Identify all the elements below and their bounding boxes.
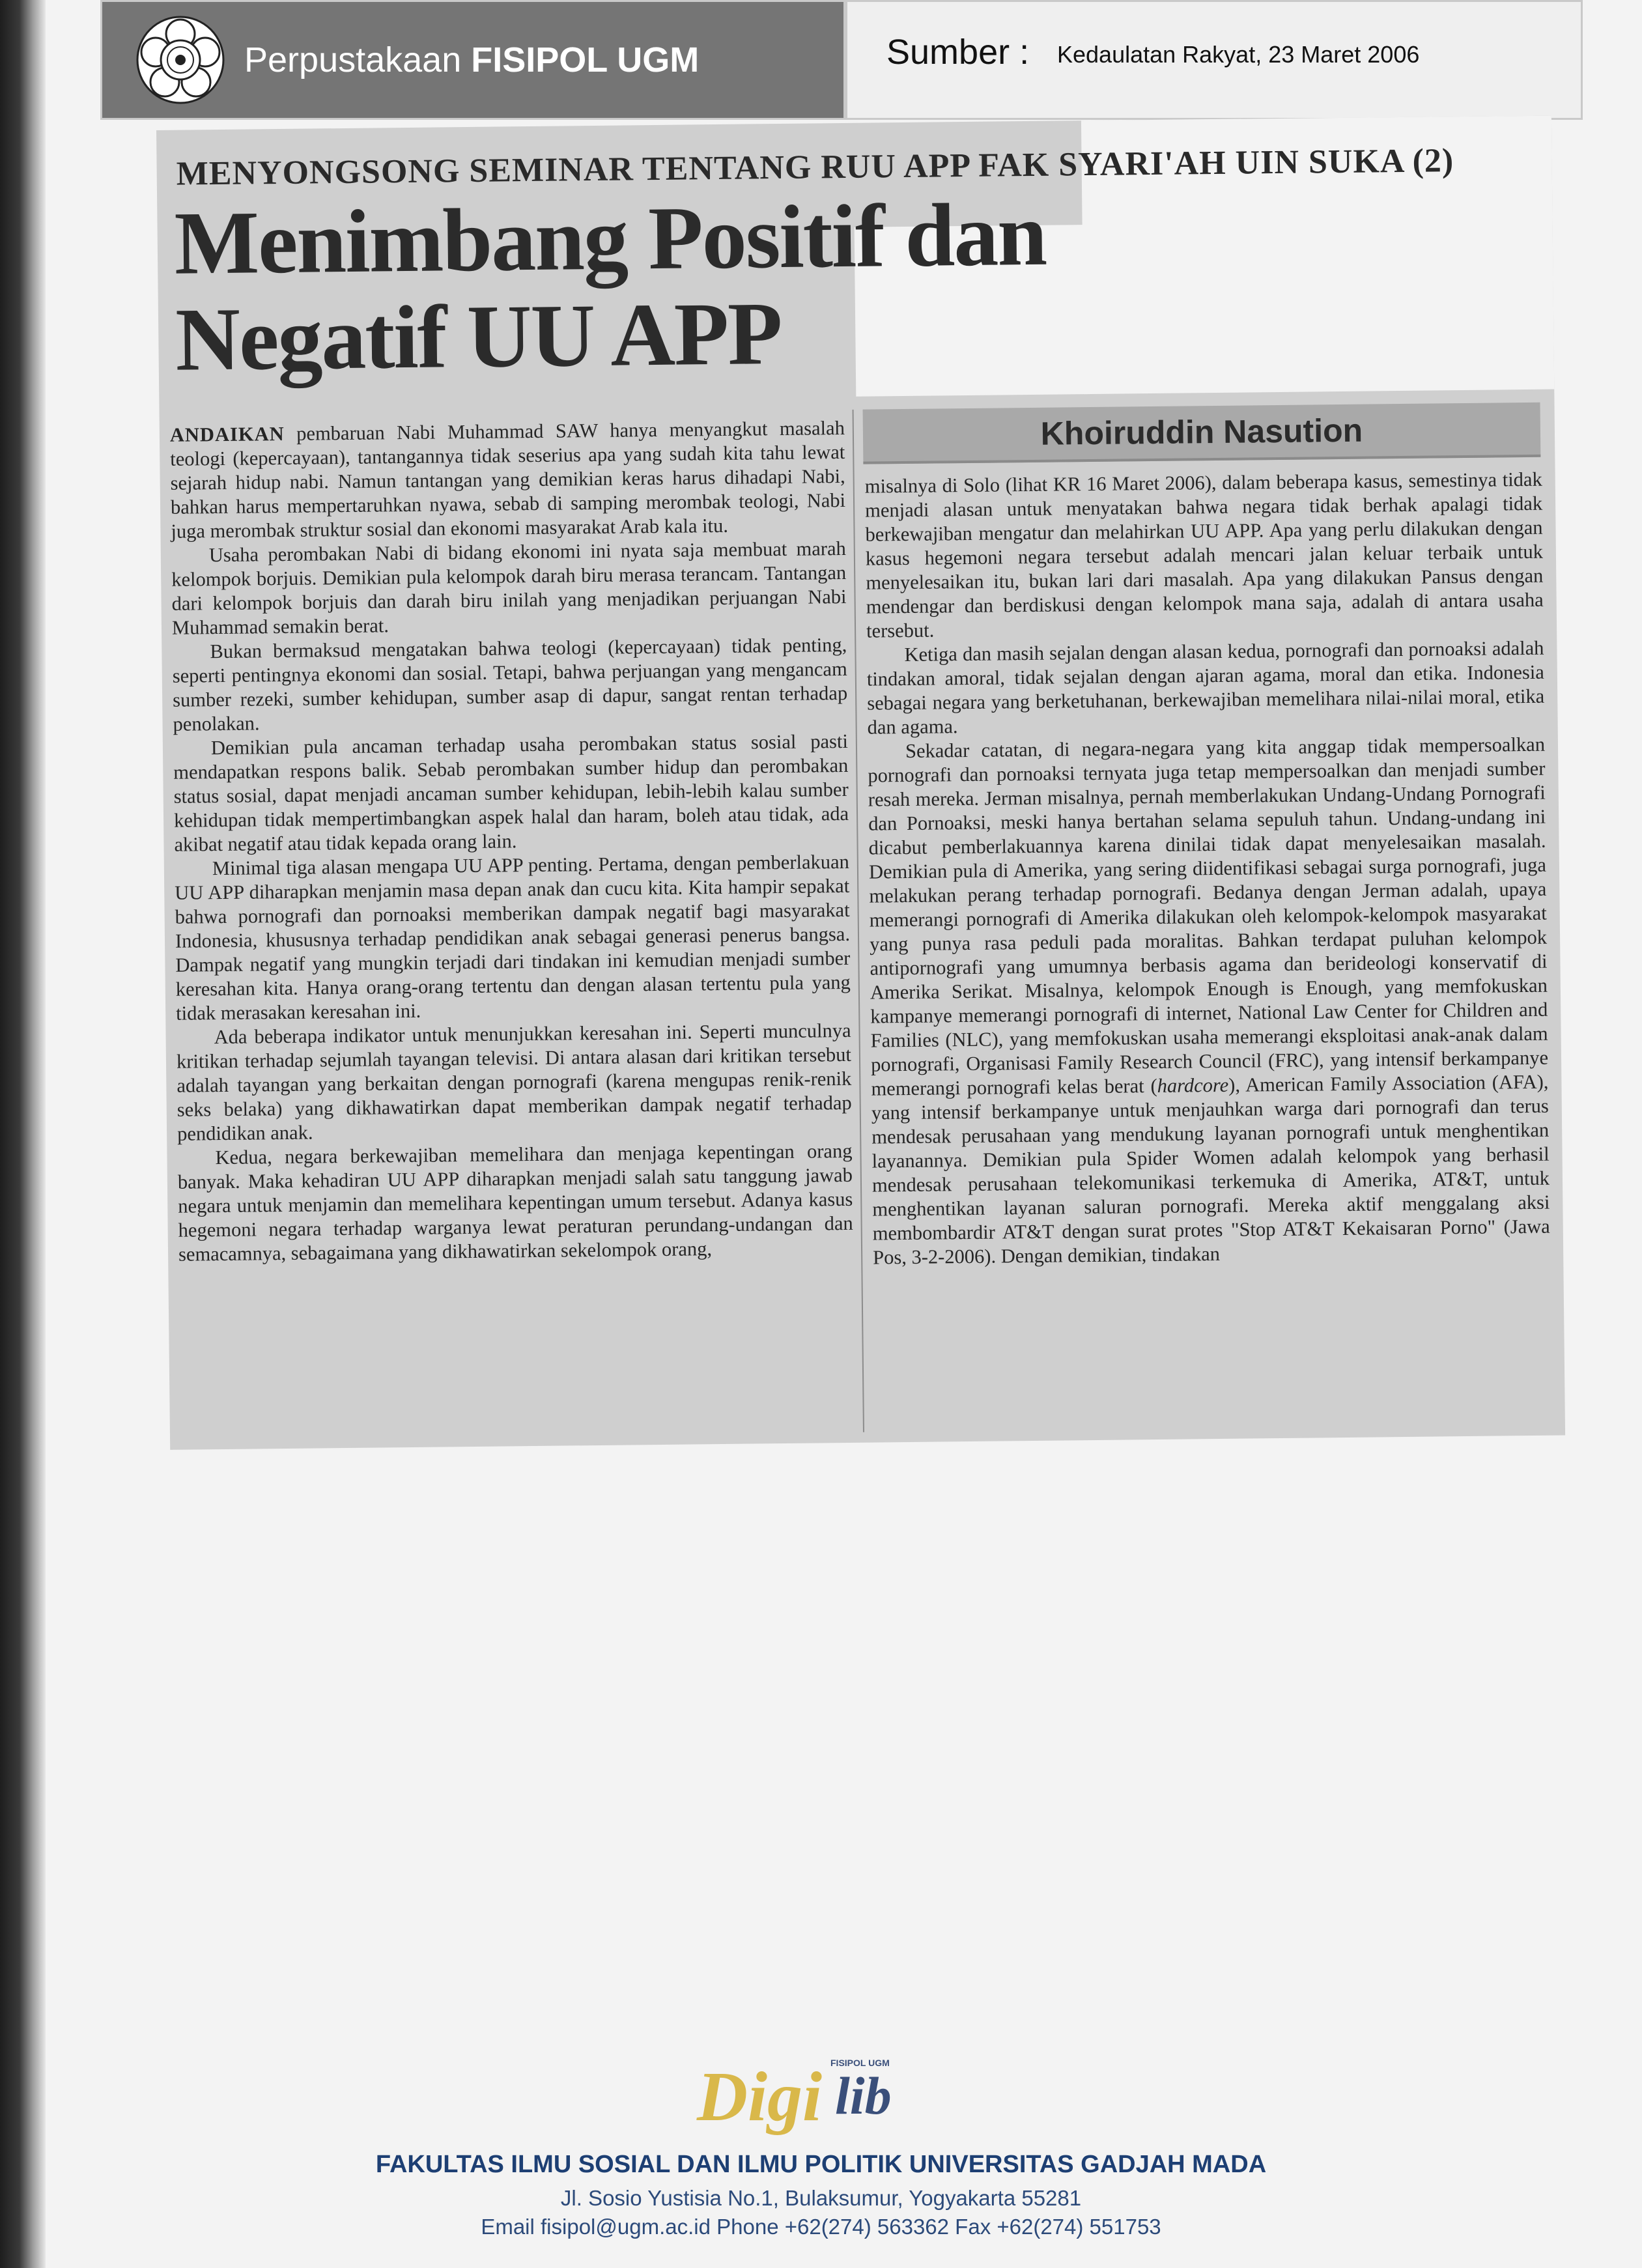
- institution-address: Jl. Sosio Yustisia No.1, Bulaksumur, Yogyakarta 55281: [560, 2186, 1082, 2210]
- paragraph: Ada beberapa indikator untuk menunjukkan keresahan ini. Seperti munculnya kritikan terhadap sejumlah tayangan televisi. Di antara alasan dari kritikan tersebut adalah tayangan yang berkaitan dengan pornografi (karena mengupas renik-renik seks belaka) yang dikhawatirkan dapat memberikan dampak negatif terhadap pendidikan anak.: [176, 1019, 852, 1145]
- paragraph: misalnya di Solo (lihat KR 16 Maret 2006), dalam beberapa kasus, semestinya tidak menjadi alasan untuk menyatakan bahwa negara tidak berhak apalagi tidak berkewajiban mengatur dan melahirkan UU APP. Apa yang perlu dilakukan dengan kasus hegemoni negara tersebut adalah mencari jalan keluar terbaik untuk menyelesaikan itu, bukan lari dari masalah. Apa yang dilakukan Pansus dengan mendengar dan berdiskusi dengan kelompok mana saja, adalah di antara usaha tersebut.: [864, 468, 1544, 642]
- source-label: Sumber :: [886, 33, 1030, 72]
- institution-contact: Email fisipol@ugm.ac.id Phone +62(274) 563362 Fax +62(274) 551753: [481, 2215, 1161, 2239]
- paragraph: Demikian pula ancaman terhadap usaha perombakan status sosial pasti mendapatkan respons balik. Sebab perombakan sumber hidup dan perombakan status sosial, dapat menjadi ancaman sumber kehidupan, lebih-lebih kalau sumber kehidupan tidak mempertimbangkan aspek halal dan haram, boleh atau tidak, ada akibat negatif atau tidak kepada orang lain.: [173, 730, 849, 856]
- source-box: [845, 0, 1583, 120]
- source-value: Kedaulatan Rakyat, 23 Maret 2006: [1057, 41, 1420, 68]
- headline-line-2: Negatif UU APP: [175, 283, 782, 390]
- library-name: Perpustakaan FISIPOL UGM: [244, 40, 700, 79]
- column-divider: [853, 410, 864, 1432]
- newspaper-clipping: [156, 116, 1565, 1450]
- logo-small-text: FISIPOL UGM: [830, 2058, 890, 2068]
- paragraph: Kedua, negara berkewajiban memelihara dan menjaga kepentingan orang banyak. Maka kehadiran UU APP diharapkan menjadi salah satu tanggung jawab negara untuk menjamin dan memelihara kepentingan umum tersebut. Adanya kasus hegemoni negara terhadap warganya lewat peraturan perundang-undangan dan semacamnya, sebagaimana yang dikhawatirkan sekelompok orang,: [177, 1139, 853, 1266]
- digilib-logo: [690, 2052, 938, 2136]
- paragraph: Bukan bermaksud mengatakan bahwa teologi (kepercayaan) tidak penting, seperti pentingnya ekonomi dan sosial. Tetapi, bahwa perjuangan yang mengancam sumber rezeki, sumber kehidupan, sumber asap di dapur, sangat rentan terhadap penolakan.: [172, 633, 848, 735]
- library-header: [100, 0, 845, 120]
- scan-edge-shadow: [0, 0, 46, 2268]
- article-column-1: [170, 416, 854, 1267]
- author-byline: Khoiruddin Nasution: [863, 403, 1541, 464]
- paragraph: Usaha perombakan Nabi di bidang ekonomi ini nyata saja membuat marah kelompok borjuis. Demikian pula kelompok darah biru merasa terancam. Tantangan dari kelompok borjuis dan darah biru inilah yang menjadikan perjuangan Nabi Muhammad semakin berat.: [171, 537, 847, 639]
- ugm-seal-icon: [135, 14, 226, 106]
- paragraph: Ketiga dan masih sejalan dengan alasan kedua, pornografi dan pornoaksi adalah tindakan amoral, tidak sejalan dengan ajaran agama, moral dan etika. Indonesia sebagai negara yang berketuhanan, berkewajiban memelihara nilai-nilai moral, etika dan agama.: [866, 636, 1545, 739]
- paragraph: Minimal tiga alasan mengapa UU APP penting. Pertama, dengan pemberlakuan UU APP diharapkan menjamin masa depan anak dan cucu kita. Kita hampir sepakat bahwa pornografi dan pornoaksi memberikan dampak negatif bagi masyarakat Indonesia, khususnya terhadap pendidikan anak sebagai generasi penerus bangsa. Dampak negatif yang mungkin terjadi dari tindakan ini kemudian menjadi sumber keresahan kita. Hanya orang-orang tertentu dan dengan alasan tertentu pula yang tidak merasakan keresahan ini.: [175, 850, 851, 1025]
- headline-line-1: Menimbang Positif dan: [174, 184, 1047, 293]
- logo-digi-text: Digi: [697, 2058, 823, 2136]
- article-column-2: [865, 468, 1551, 1270]
- institution-name: FAKULTAS ILMU SOSIAL DAN ILMU POLITIK UNIVERSITAS GADJAH MADA: [375, 2151, 1267, 2178]
- article-kicker: MENYONGSONG SEMINAR TENTANG RUU APP FAK SYARI'AH UIN SUKA (2): [176, 142, 1454, 193]
- article-headline: [174, 186, 1062, 388]
- paragraph: ANDAIKAN pembaruan Nabi Muhammad SAW hanya menyangkut masalah teologi (kepercayaan), tantangannya tidak seserius apa yang sudah kita tahu lewat sejarah hidup nabi. Namun tantangan yang demikian keras harus dihadapi Nabi, bahkan harus mempertaruhkan nyawa, sebab di samping merombak teologi, Nabi juga merombak struktur sosial dan ekonomi masyarakat Arab kala itu.: [169, 416, 846, 543]
- paragraph: Sekadar catatan, di negara-negara yang kita anggap tidak mempersoalkan pornografi dan pornoaksi ternyata juga tetap mempersoalkan dan menjadi sumber resah mereka. Jerman misalnya, pernah memberlakukan Undang-Undang Pornografi dan Pornoaksi, meski hanya bertahan selama sepuluh tahun. Undang-undang ini dicabut pemberlakuannya karena dinilai tidak dapat menyelesaikan masalah. Demikian pula di Amerika, yang sering diidentifikasi sebagai surga pornografi, juga melakukan perang terhadap pornografi. Bedanya dengan Jerman adalah, upaya memerangi pornografi di Amerika dilakukan oleh kelompok-kelompok masyarakat yang punya rasa peduli pada moralitas. Bahkan terdapat puluhan kelompok antipornografi yang umumnya berbasis agama dan berideologi konservatif di Amerika Serikat. Misalnya, kelompok Enough is Enough, yang memfokuskan kampanye memerangi pornografi di internet, National Law Center for Children and Families (NLC), yang memfokuskan usaha memerangi eksploitasi anak-anak dalam pornografi, Organisasi Family Research Council (FRC), yang intensif berkampanye memerangi pornografi kelas berat (hardcore), American Family Association (AFA), yang intensif berkampanye untuk menjauhkan warga dari pornografi dan terus mendesak perusahaan yang mendukung layanan pornografi untuk menghentikan layanannya. Demikian pula Spider Women adalah kelompok yang berhasil mendesak perusahaan telekomunikasi terkemuka di Amerika, AT&T, untuk menghentikan layanan saluran pornografi. Mereka aktif menggalang aksi membombardir AT&T dengan surat protes "Stop AT&T Kekaisaran Porno" (Jawa Pos, 3-2-2006). Dengan demikian, tindakan: [868, 733, 1550, 1269]
- logo-lib-text: lib: [835, 2066, 892, 2125]
